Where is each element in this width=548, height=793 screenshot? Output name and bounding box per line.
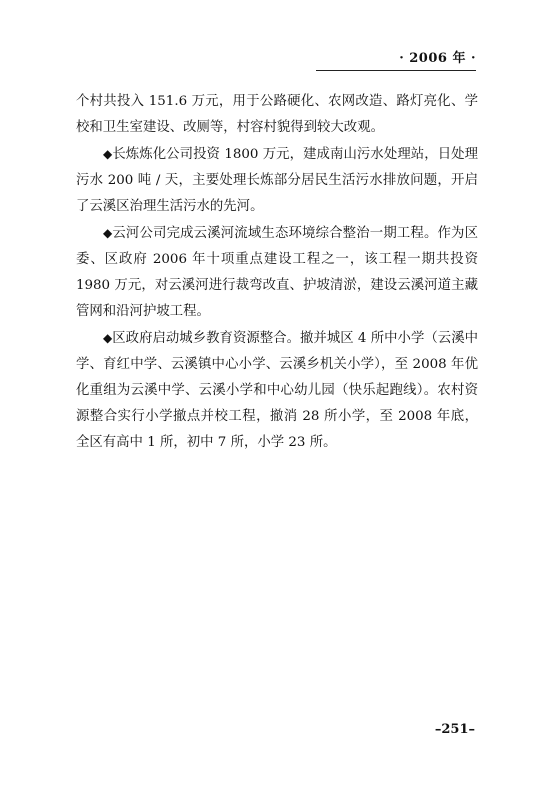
paragraph-text: 区政府启动城乡教育资源整合。撤并城区 4 所中小学（云溪中学、育红中学、云溪镇中心小学、云溪乡机关小学），至 2008 年优化重组为云溪中学、云溪小学和中心幼儿园（快乐起跑线）。农村资源整合实行小学撤点并校工程，撤消 28 所小学，至 2008 年底，全区有高中 1 所，初中 7 所，小学 23 所。	[76, 331, 478, 450]
header-rule	[316, 70, 476, 71]
diamond-bullet-icon: ◆	[103, 331, 113, 345]
diamond-bullet-icon: ◆	[103, 226, 113, 240]
paragraph-text: 长炼炼化公司投资 1800 万元，建成南山污水处理站，日处理污水 200 吨 / 天，主要处理长炼部分居民生活污水排放问题，开启了云溪区治理生活污水的先河。	[76, 147, 479, 214]
page-number: –251–	[434, 722, 475, 737]
paragraph-text: 云河公司完成云溪河流域生态环境综合整治一期工程。作为区委、区政府 2006 年十项重点建设工程之一，该工程一期共投资 1980 万元，对云溪河进行裁弯改直、护坡清淤，建设云溪河道主藏管网和沿河护坡工程。	[76, 226, 478, 319]
bullet-paragraph	[76, 141, 478, 220]
diamond-bullet-icon: ◆	[103, 147, 113, 161]
bullet-paragraph	[76, 220, 478, 325]
running-header	[280, 47, 476, 71]
bullet-paragraph	[76, 325, 478, 456]
page-body	[76, 89, 478, 456]
continued-paragraph: 个村共投入 151.6 万元，用于公路硬化、农网改造、路灯亮化、学校和卫生室建设、改厕等，村容村貌得到较大改观。	[76, 94, 478, 135]
running-head-title: · 2006 年 ·	[399, 51, 476, 66]
